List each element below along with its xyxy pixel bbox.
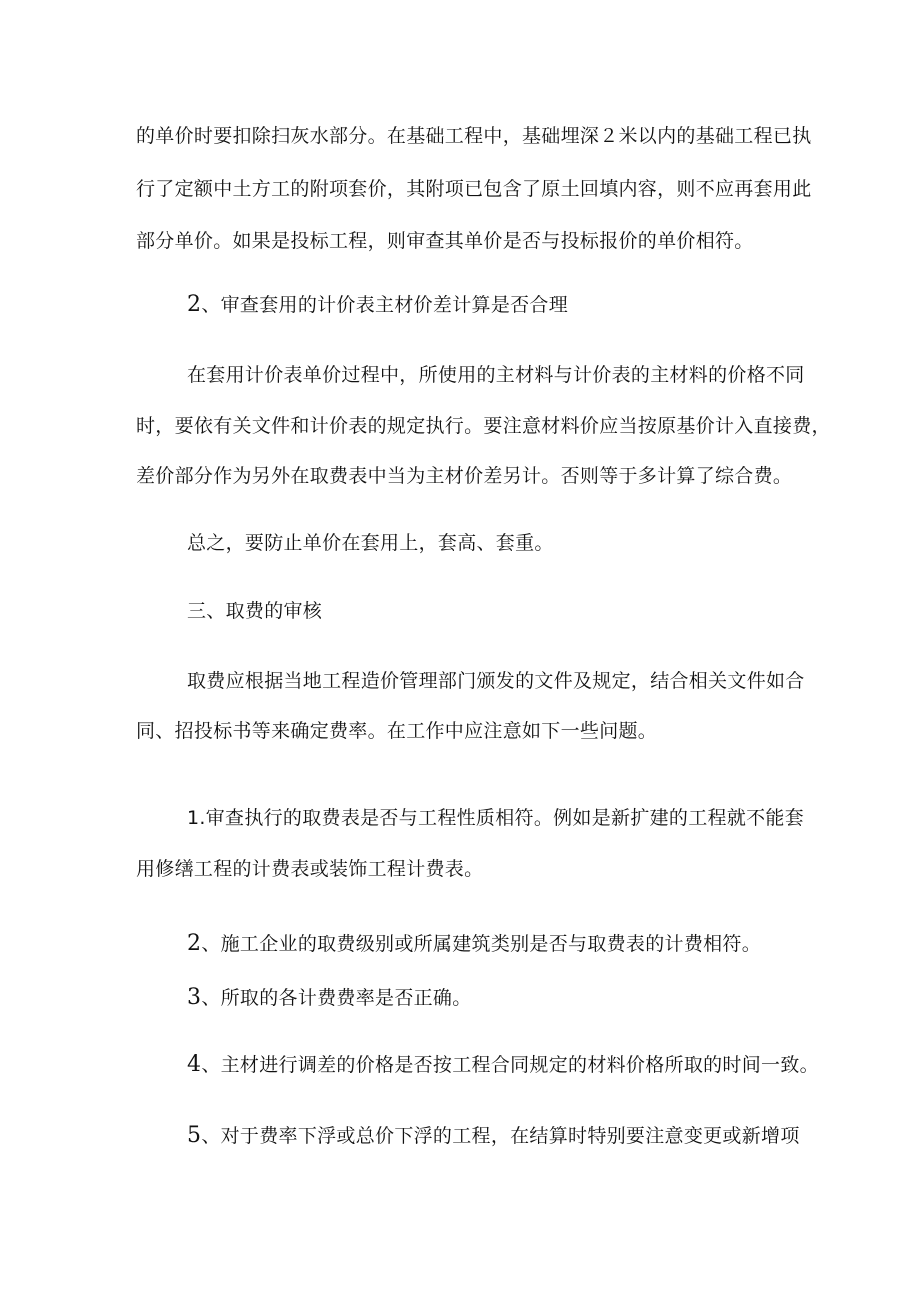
list-item-number: 5 — [187, 1123, 202, 1148]
list-item-text: 、对于费率下浮或总价下浮的工程，在结算时特别要注意变更或新增项 — [201, 1125, 800, 1147]
list-item-line: 1.审查执行的取费表是否与工程性质相符。例如是新扩建的工程就不能套 — [187, 807, 805, 829]
list-item — [187, 932, 761, 956]
paragraph-line: 差价部分作为另外在取费表中当为主材价差另计。否则等于多计算了综合费。 — [136, 465, 793, 487]
paragraph-line: 在套用计价表单价过程中，所使用的主材料与计价表的主材料的价格不同 — [187, 364, 805, 386]
paragraph-line: 时，要依有关文件和计价表的规定执行。要注意材料价应当按原基价计入直接费， — [136, 415, 831, 437]
section-heading: 三、取费的审核 — [187, 600, 323, 622]
paragraph-line: 的单价时要扣除扫灰水部分。在基础工程中，基础埋深２米以内的基础工程已执 — [136, 125, 812, 147]
list-item-line: 用修缮工程的计费表或装饰工程计费表。 — [136, 858, 484, 880]
paragraph-line: 总之，要防止单价在套用上，套高、套重。 — [187, 532, 554, 554]
subheading-number: 2 — [187, 292, 202, 317]
paragraph-line: 部分单价。如果是投标工程，则审查其单价是否与投标报价的单价相符。 — [136, 230, 754, 252]
list-item-text: 、主材进行调差的价格是否按工程合同规定的材料价格所取的时间一致。 — [201, 1054, 819, 1076]
paragraph-line: 行了定额中土方工的附项套价，其附项已包含了原土回填内容，则不应再套用此 — [136, 178, 812, 200]
subheading — [187, 293, 568, 317]
list-item — [187, 1124, 800, 1148]
paragraph-line: 同、招投标书等来确定费率。在工作中应注意如下一些问题。 — [136, 720, 658, 742]
list-item-number: 4 — [187, 1052, 202, 1077]
subheading-text: 、审查套用的计价表主材价差计算是否合理 — [201, 294, 569, 316]
list-item-text: 、所取的各计费费率是否正确。 — [201, 987, 472, 1009]
list-item-text: 、施工企业的取费级别或所属建筑类别是否与取费表的计费相符。 — [201, 933, 762, 955]
list-item-number: 2 — [187, 931, 202, 956]
paragraph-line: 取费应根据当地工程造价管理部门颁发的文件及规定，结合相关文件如合 — [187, 670, 805, 692]
list-item — [187, 1053, 819, 1077]
list-item — [187, 986, 472, 1010]
list-item-number: 3 — [187, 985, 202, 1010]
